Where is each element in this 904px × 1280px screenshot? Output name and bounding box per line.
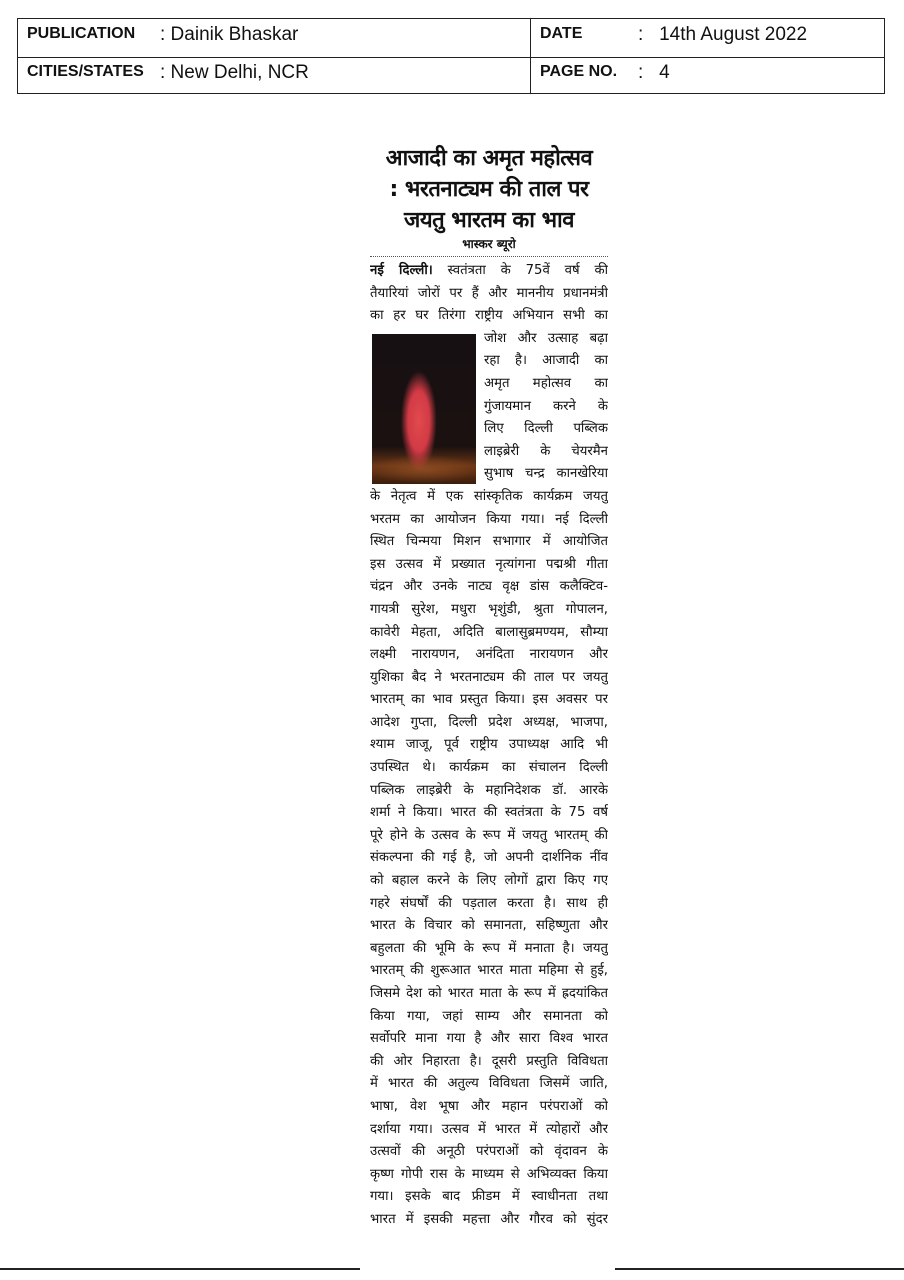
header-row-publication [18,19,884,58]
article-line: लक्ष्मी नारायणन, अनंदिता नारायणन और [370,647,608,663]
article-line: बहुलता की भूमि के रूप में मनाता है। जयतु [370,940,608,956]
article-line-text: स्वतंत्रता के 75वें वर्ष की [447,263,608,278]
page-bottom-border [615,1268,904,1270]
article-line: भारत के विचार को समानता, सहिष्णुता और [370,918,608,934]
publication-value: : Dainik Bhaskar [160,24,299,45]
article-line: युशिका बैद ने भरतनाट्यम की ताल पर जयतु [370,669,608,685]
headline-line: आजादी का अमृत महोत्सव [385,146,593,171]
article-line: जिसमे देश को भारत माता के रूप में ह्रदयांकित [370,986,608,1001]
article-line: संकल्पना की गई है, जो अपनी दार्शनिक नींव [370,850,608,866]
news-article [370,143,608,1232]
article-line: का हर घर तिरंगा राष्ट्रीय अभियान सभी का [370,308,608,324]
article-byline: भास्कर ब्यूरो [370,236,608,257]
article-line: लिए दिल्ली पब्लिक [484,421,608,437]
cities-value: : New Delhi, NCR [160,62,309,83]
publication-label: PUBLICATION [27,25,136,42]
dancer-photo [372,334,476,484]
article-line: को बहाल करने के लिए लोगों द्वारा किए गए [370,873,608,889]
page-label: PAGE NO. [540,63,618,80]
article-line: उत्सवों की अनूठी परंपराओं को वृंदावन के [370,1144,608,1160]
article-line: भारत में इसकी महत्ता और गौरव को सुंदर [370,1211,608,1227]
article-line: गया। इसके बाद फ्रीडम में स्वाधीनता तथा [370,1189,608,1205]
article-line: श्याम जाजू, पूर्व राष्ट्रीय उपाध्यक्ष आदि भी [370,737,608,753]
article-body [370,260,608,1232]
page-value: : 4 [638,62,670,83]
article-line: दर्शाया गया। उत्सव में भारत में त्योहारों और [370,1121,608,1137]
article-line: शर्मा ने किया। भारत की स्वतंत्रता के 75 वर्ष [370,805,608,821]
headline-line: जयतु भारतम का भाव [404,208,574,233]
article-line: की ओर निहारता है। दूसरी प्रस्तुति विविधता [370,1053,608,1069]
article-line: उपस्थित थे। कार्यक्रम का संचालन दिल्ली [370,760,608,776]
headline-line: : भरतनाट्यम की ताल पर [389,177,589,202]
article-line: भाषा, वेश भूषा और महान परंपराओं को [370,1098,608,1114]
header-row-cities [18,57,884,95]
article-line: पूरे होने के उत्सव के रूप में जयतु भारतम् की [370,827,608,843]
article-line: आदेश गुप्ता, दिल्ली प्रदेश अध्यक्ष, भाजपा, [370,714,608,730]
article-line: रहा है। आजादी का [484,353,608,369]
article-line: जोश और उत्साह बढ़ा [484,330,608,346]
page-bottom-border [0,1268,360,1270]
article-line [370,260,608,283]
article-line: गायत्री सुरेश, मधुरा भृशुंडी, श्रुता गोपालन, [370,601,608,617]
article-line: में भारत की अतुल्य विविधता जिसमें जाति, [370,1076,608,1092]
article-line: भरतम का आयोजन किया गया। नई दिल्ली [370,511,608,527]
article-line: भारतम् की शुरूआत भारत माता महिमा से हुई, [370,963,608,979]
photo-row [370,328,608,486]
article-line: सुभाष चन्द्र कानखेरिया [484,466,608,482]
cities-label: CITIES/STATES [27,63,144,80]
article-line: कृष्ण गोपी रास के माध्यम से अभिव्यक्त किया [370,1166,608,1182]
article-line: के नेतृत्व में एक सांस्कृतिक कार्यक्रम जयतु [370,488,608,504]
header-divider [530,19,531,93]
article-line: पब्लिक लाइब्रेरी के महानिदेशक डॉ. आरके [370,782,608,798]
article-line: चंद्रन और उनके नाट्य वृक्ष डांस कलैक्टिव- [370,579,608,595]
date-value: : 14th August 2022 [638,24,808,45]
side-text [484,328,608,486]
clipping-header-table [17,18,885,94]
date-label: DATE [540,25,583,42]
article-line: कावेरी मेहता, अदिति बालासुब्रमण्यम, सौम्या [370,624,608,640]
article-line: लाइब्रेरी के चेयरमैन [484,443,608,459]
dateline: नई दिल्ली। [370,263,433,278]
article-headline [370,143,608,236]
article-line: गहरे संघर्षों की पड़ताल करता है। साथ ही [370,895,608,911]
article-line: भारतम् का भाव प्रस्तुत किया। इस अवसर पर [370,692,608,708]
article-line: तैयारियां जोरों पर हैं और माननीय प्रधानमंत्री [370,285,608,301]
article-line: अमृत महोत्सव का [484,375,608,391]
article-line: स्थित चिन्मया मिशन सभागार में आयोजित [370,534,608,550]
article-line: किया गया, जहां साम्य और समानता को [370,1008,608,1024]
article-main-text [370,486,608,1232]
article-line: इस उत्सव में प्रख्यात नृत्यांगना पद्मश्री गीता [370,556,608,572]
article-line: सर्वोपरि माना गया है और सारा विश्व भारत [370,1031,608,1047]
article-line: गुंजायमान करने के [484,398,608,414]
